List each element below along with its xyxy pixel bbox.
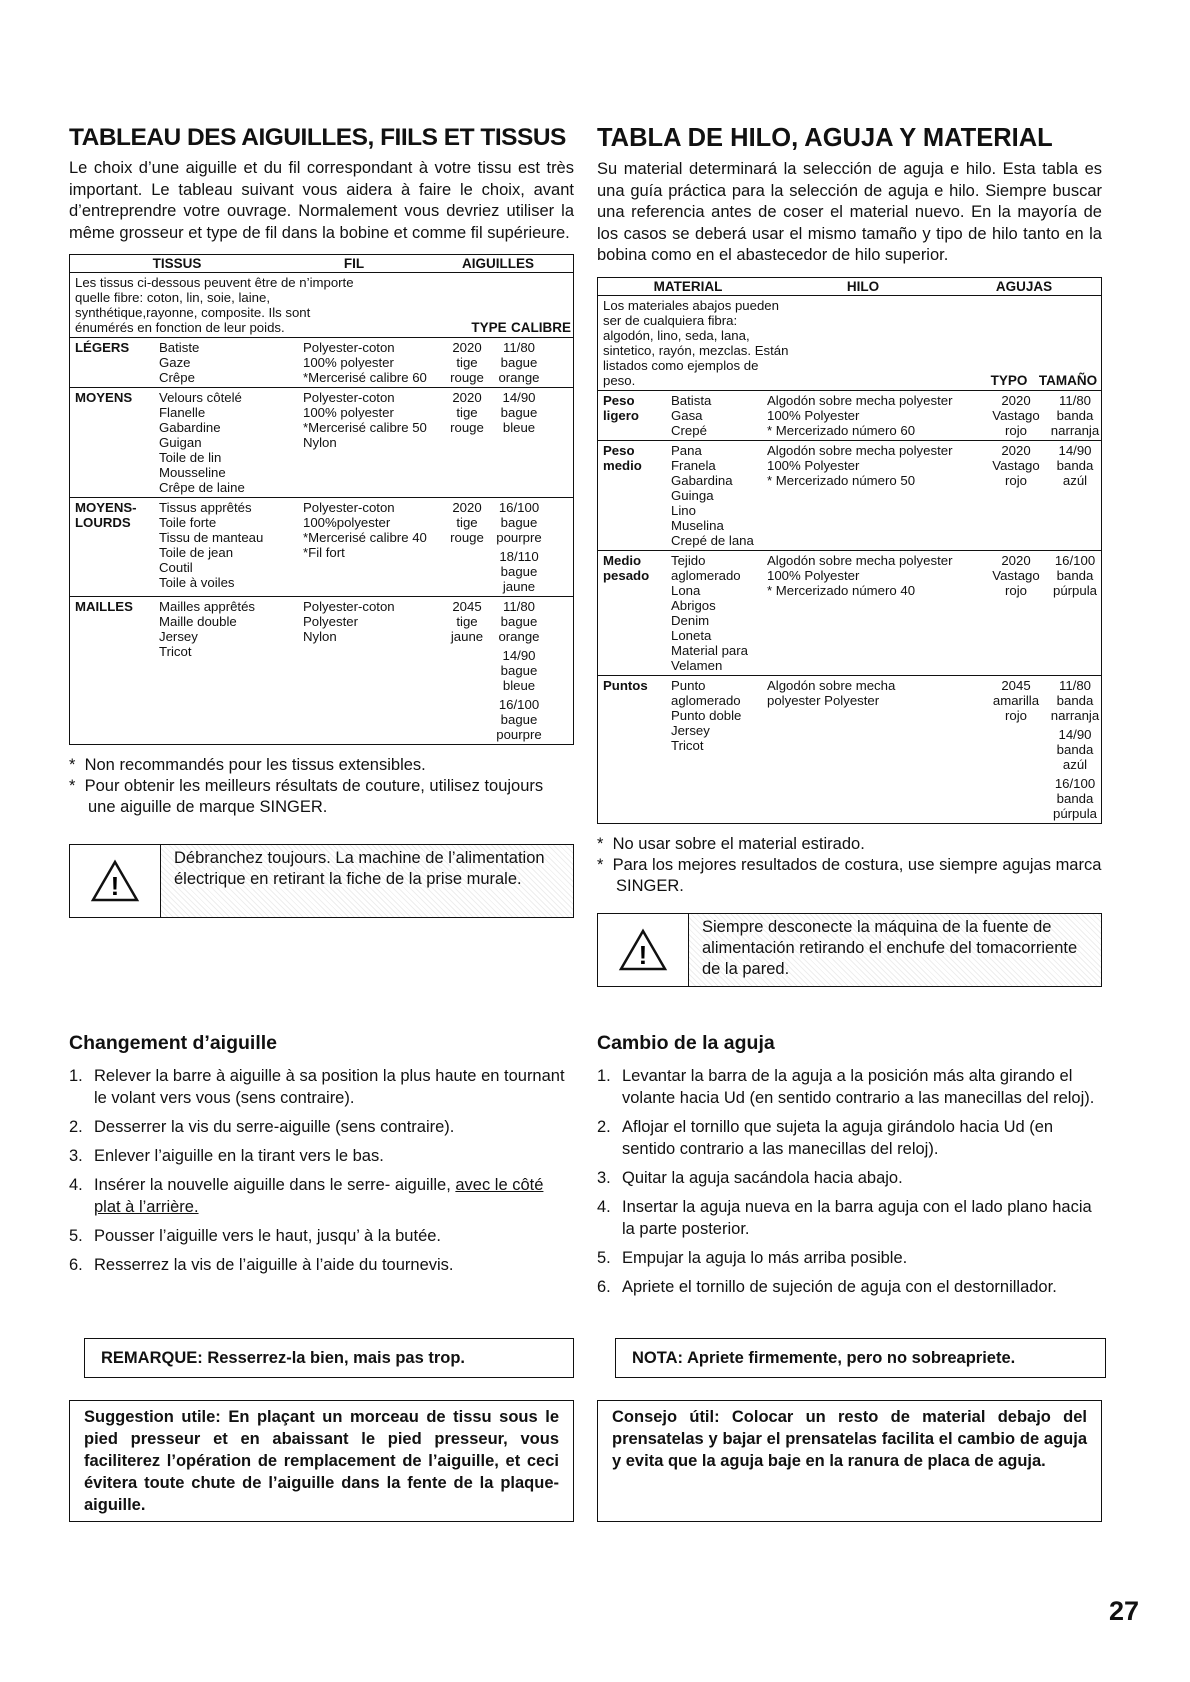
es-cell-sizes xyxy=(1045,443,1105,548)
es-cell-sizes xyxy=(1045,553,1105,673)
fr-cell-line: MOYENS xyxy=(75,390,133,405)
fr-size-line: bague xyxy=(500,515,538,530)
es-size-line: banda xyxy=(1056,567,1094,583)
es-cell-line: Lino xyxy=(671,502,696,518)
fr-table-row xyxy=(70,338,573,388)
es-size-block xyxy=(1045,393,1105,438)
es-cell-line: Material para xyxy=(671,642,748,658)
fr-warning-box xyxy=(69,844,574,918)
es-step: 2. Aflojar el tornillo que sujeta la aguja girándolo hacia Ud (en sentido contrario a las manecillas del reloj). xyxy=(597,1118,1054,1158)
es-cell-line: Loneta xyxy=(671,627,712,643)
fr-table-row xyxy=(70,597,573,744)
fr-cell-fabrics xyxy=(159,340,303,385)
fr-cell-line: Batiste xyxy=(159,340,200,355)
fr-header-fabric: TISSUS xyxy=(152,256,202,271)
es-table-row xyxy=(598,676,1101,823)
es-cell-line: Tricot xyxy=(671,737,704,753)
es-cell-line: 100% Polyester xyxy=(767,407,860,423)
fr-cell-line: Polyester-coton xyxy=(303,390,395,405)
es-cell-threads xyxy=(767,678,987,821)
es-size-line: 14/90 xyxy=(1058,442,1092,458)
es-cell-line: Franela xyxy=(671,457,716,473)
es-cell-line: * Mercerizado número 50 xyxy=(767,472,916,488)
fr-cell-line: tige xyxy=(456,355,478,370)
fr-cell-line: Toile à voiles xyxy=(159,575,235,590)
es-table-header xyxy=(598,278,1101,296)
es-size-block xyxy=(1045,776,1105,821)
es-header-material: MATERIAL xyxy=(653,278,723,294)
fr-cell-line: Polyester-coton xyxy=(303,500,395,515)
fr-type-size-header xyxy=(467,320,571,335)
fr-cell-line: MOYENS- xyxy=(75,500,137,515)
es-cell-name xyxy=(598,553,671,673)
fr-cell-name xyxy=(70,599,159,742)
fr-cell-line: LOURDS xyxy=(75,515,131,530)
fr-change-section xyxy=(69,1032,574,1283)
es-intro: Su material determinará la selección de aguja e hilo. Esta tabla es una guía práctica para la selección de aguja e hilo. Siempre buscar una referencia antes de coser el material nuevo. En la mayoría de los casos se deberá usar el mismo tamaño y tipo de hilo tanto en la bobina como en el abastecedor de hilo superior. xyxy=(597,160,1102,264)
page-number: 27 xyxy=(1108,1596,1139,1626)
es-cell-line: Guinga xyxy=(671,487,714,503)
fr-cell-line: Jersey xyxy=(159,629,198,644)
es-cell-line: Gasa xyxy=(671,407,703,423)
fr-size-block xyxy=(489,697,549,742)
fr-size-line: 18/110 xyxy=(499,549,539,564)
fr-cell-line: Coutil xyxy=(159,560,193,575)
fr-cell-line: tige xyxy=(456,515,478,530)
es-size-line: azúl xyxy=(1062,472,1088,488)
fr-header-type: TYPE xyxy=(471,320,507,335)
es-header-needles: AGUJAS xyxy=(995,278,1053,294)
es-cell-line: amarilla xyxy=(992,692,1040,708)
es-size-line: 14/90 xyxy=(1058,726,1092,742)
es-size-block xyxy=(1045,727,1105,772)
es-cell-threads xyxy=(767,393,987,438)
fr-table-row xyxy=(70,498,573,597)
es-size-block xyxy=(1045,443,1105,488)
es-cell-line: Vastago xyxy=(992,567,1040,583)
es-cell-line: Vastago xyxy=(992,407,1040,423)
fr-size-line: 16/100 xyxy=(498,697,540,712)
fr-size-line: 14/90 xyxy=(502,390,536,405)
es-step: 1. Levantar la barra de la aguja a la posición más alta girando el volante hacia Ud (en sentido contrario a las manecillas del reloj). xyxy=(597,1067,1095,1107)
es-cell-line: Puntos xyxy=(603,677,648,693)
fr-cell-fabrics xyxy=(159,390,303,495)
es-cell-fabrics xyxy=(671,393,767,438)
fr-size-line: bague xyxy=(500,663,538,678)
fr-cell-sizes xyxy=(489,390,549,495)
es-step: 5. Empujar la aguja lo más arriba posible. xyxy=(597,1249,908,1267)
fr-note-line: quelle fibre: coton, lin, soie, laine, xyxy=(75,290,270,305)
es-tip-box: Consejo útil: Colocar un resto de material debajo del prensatelas y bajar el prensatelas facilita el cambio de aguja y evita que la aguja baje en la ranura de placa de aguja. xyxy=(597,1400,1102,1522)
es-cell-line: 2020 xyxy=(1001,442,1031,458)
fr-size-line: bague xyxy=(500,405,538,420)
fr-cell-line: 2020 xyxy=(452,500,482,515)
fr-intro: Le choix d’une aiguille et du fil correspondant à votre tissu est très important. Le tableau suivant vous aidera à faire le choix, avant d’entreprendre votre ouvrage. Normalement vous devriez utiliser la même grosseur et type de fil dans la bobine et comme fil supérieure. xyxy=(69,159,574,242)
es-table-body xyxy=(598,391,1101,823)
fr-size-block xyxy=(489,599,549,644)
es-step: 6. Apriete el tornillo de sujeción de aguja con el destornillador. xyxy=(597,1278,1057,1296)
es-cell-line: medio xyxy=(603,457,642,473)
es-size-line: 11/80 xyxy=(1058,677,1092,693)
es-change-title: Cambio de la aguja xyxy=(597,1032,775,1054)
es-cell-line: rojo xyxy=(1005,422,1027,438)
es-type-size-header xyxy=(981,373,1099,388)
es-size-line: banda xyxy=(1056,692,1094,708)
es-needle-table xyxy=(597,277,1102,824)
fr-cell-line: 100%polyester xyxy=(303,515,391,530)
es-change-section xyxy=(597,1032,1102,1305)
es-cell-line: 2020 xyxy=(1001,392,1031,408)
fr-cell-types xyxy=(445,500,489,594)
es-cell-line: Algodón sobre mecha polyester xyxy=(767,552,953,568)
fr-step: 3. Enlever l’aiguille en la tirant vers le bas. xyxy=(69,1147,384,1165)
fr-step4-underlined: avec le côté plat à l’arrière. xyxy=(94,1176,544,1216)
es-cell-line: * Mercerizado número 60 xyxy=(767,422,916,438)
fr-size-line: jaune xyxy=(502,579,536,594)
es-cell-line: Algodón sobre mecha xyxy=(767,677,896,693)
es-size-line: 11/80 xyxy=(1058,392,1092,408)
fr-cell-line: Flanelle xyxy=(159,405,206,420)
fr-header-needles: AIGUILLES xyxy=(461,256,534,271)
es-size-line: banda xyxy=(1056,457,1094,473)
fr-cell-line: Tissu de manteau xyxy=(159,530,264,545)
es-cell-threads xyxy=(767,443,987,548)
es-cell-types xyxy=(987,443,1045,548)
fr-cell-threads xyxy=(303,500,445,594)
es-cell-line: Batista xyxy=(671,392,712,408)
warning-triangle-icon xyxy=(598,914,689,986)
fr-cell-line: Toile forte xyxy=(159,515,217,530)
fr-cell-line: rouge xyxy=(450,370,484,385)
es-size-line: narranja xyxy=(1050,707,1100,723)
fr-cell-line: Mailles apprêtés xyxy=(159,599,256,614)
fr-cell-line: Polyester xyxy=(303,614,358,629)
fr-cell-types xyxy=(445,390,489,495)
es-cell-line: polyester Polyester xyxy=(767,692,880,708)
fr-size-line: bleue xyxy=(502,420,536,435)
es-cell-line: ligero xyxy=(603,407,639,423)
es-cell-line: Punto doble xyxy=(671,707,742,723)
fr-cell-line: Crêpe de laine xyxy=(159,480,245,495)
fr-cell-line: Maille double xyxy=(159,614,237,629)
es-cell-sizes xyxy=(1045,678,1105,821)
fr-cell-line: Nylon xyxy=(303,435,337,450)
es-cell-line: Medio xyxy=(603,552,642,568)
french-column xyxy=(69,124,574,918)
fr-table-row xyxy=(70,388,573,498)
fr-cell-types xyxy=(445,340,489,385)
fr-cell-threads xyxy=(303,390,445,495)
es-note-line: ser de cualquiera fibra: xyxy=(603,312,738,328)
fr-cell-line: *Fil fort xyxy=(303,545,345,560)
svg-text:!: ! xyxy=(110,871,120,901)
fr-cell-line: tige xyxy=(456,614,478,629)
es-cell-line: Crepé de lana xyxy=(671,532,754,548)
fr-cell-line: jaune xyxy=(450,629,484,644)
es-note-box: NOTA: Apriete firmemente, pero no sobreapriete. xyxy=(615,1338,1106,1378)
es-cell-line: rojo xyxy=(1005,707,1027,723)
fr-cell-line: *Mercerisé calibre 50 xyxy=(303,420,427,435)
es-size-line: púrpula xyxy=(1053,582,1097,598)
es-cell-line: rojo xyxy=(1005,472,1027,488)
fr-header-thread: FIL xyxy=(343,256,365,271)
fr-size-block xyxy=(489,549,549,594)
fr-cell-line: Toile de jean xyxy=(159,545,234,560)
es-cell-fabrics xyxy=(671,678,767,821)
es-cell-line: Gabardina xyxy=(671,472,733,488)
es-cell-name xyxy=(598,678,671,821)
fr-cell-threads xyxy=(303,599,445,742)
es-cell-line: Vastago xyxy=(992,457,1040,473)
es-size-line: narranja xyxy=(1050,422,1100,438)
fr-size-line: bleue xyxy=(502,678,536,693)
svg-text:!: ! xyxy=(638,939,648,970)
fr-cell-fabrics xyxy=(159,500,303,594)
fr-size-block xyxy=(489,390,549,435)
fr-cell-line: Polyester-coton xyxy=(303,599,395,614)
es-cell-fabrics xyxy=(671,443,767,548)
es-cell-line: Pana xyxy=(671,442,702,458)
fr-cell-line: 2045 xyxy=(452,599,482,614)
es-cell-line: Lona xyxy=(671,582,701,598)
spanish-column xyxy=(597,124,1102,987)
es-warning-box xyxy=(597,913,1102,987)
fr-cell-line: 2020 xyxy=(452,390,482,405)
fr-size-block xyxy=(489,340,549,385)
fr-size-line: pourpre xyxy=(496,530,542,545)
fr-size-line: bague xyxy=(500,712,538,727)
fr-cell-line: Toile de lin xyxy=(159,450,222,465)
es-step: 4. Insertar la aguja nueva en la barra aguja con el lado plano hacia la parte posterior. xyxy=(597,1198,1092,1238)
es-size-line: 16/100 xyxy=(1054,552,1096,568)
fr-size-line: orange xyxy=(498,629,540,644)
fr-remark-box: REMARQUE: Resserrez-la bien, mais pas trop. xyxy=(84,1338,574,1378)
fr-cell-line: 100% polyester xyxy=(303,355,394,370)
fr-size-line: 14/90 xyxy=(502,648,536,663)
es-cell-line: pesado xyxy=(603,567,650,583)
es-header-size: TAMAÑO xyxy=(1038,372,1098,388)
es-footnote: * No usar sobre el material estirado. xyxy=(597,834,865,853)
es-header-type: TYPO xyxy=(990,372,1028,388)
fr-cell-name xyxy=(70,390,159,495)
fr-cell-line: Tissus apprêtés xyxy=(159,500,252,515)
es-cell-line: Velamen xyxy=(671,657,723,673)
fr-cell-line: *Mercerisé calibre 60 xyxy=(303,370,427,385)
es-steps xyxy=(597,1065,1102,1298)
fr-cell-line: Gaze xyxy=(159,355,191,370)
es-cell-line: 2020 xyxy=(1001,552,1031,568)
fr-tip-box: Suggestion utile: En plaçant un morceau de tissu sous le pied presseur et en abaissant le pied presseur, vous faciliterez l’opération de remplacement de l’aiguille, et ceci évitera toute chute de l’aiguille dans la fente de la plaque-aiguille. xyxy=(69,1400,574,1522)
fr-cell-line: Crêpe xyxy=(159,370,195,385)
fr-size-line: 11/80 xyxy=(502,599,536,614)
fr-needle-table xyxy=(69,254,574,745)
fr-cell-types xyxy=(445,599,489,742)
es-step: 3. Quitar la aguja sacándola hacia abajo. xyxy=(597,1169,903,1187)
es-size-line: 16/100 xyxy=(1054,775,1096,791)
es-note-line: peso. xyxy=(603,372,636,388)
fr-cell-line: Polyester-coton xyxy=(303,340,395,355)
fr-size-line: orange xyxy=(498,370,540,385)
fr-cell-line: LÉGERS xyxy=(75,340,130,355)
fr-cell-line: MAILLES xyxy=(75,599,133,614)
es-cell-name xyxy=(598,393,671,438)
fr-cell-line: rouge xyxy=(450,530,484,545)
fr-cell-sizes xyxy=(489,599,549,742)
es-cell-line: Algodón sobre mecha polyester xyxy=(767,442,953,458)
es-cell-line: * Mercerizado número 40 xyxy=(767,582,916,598)
fr-cell-sizes xyxy=(489,340,549,385)
es-cell-line: Jersey xyxy=(671,722,710,738)
fr-cell-name xyxy=(70,500,159,594)
fr-note-line: synthétique,rayonne, composite. Ils sont xyxy=(75,305,311,320)
fr-step: 4. Insérer la nouvelle aiguille dans le serre- aiguille, avec le côté plat à l’arrière. xyxy=(69,1176,544,1216)
es-warning-text: Siempre desconecte la máquina de la fuente de alimentación retirando el enchufe del tomacorriente de la pared. xyxy=(689,914,1101,986)
fr-steps xyxy=(69,1065,574,1276)
fr-cell-line: rouge xyxy=(450,420,484,435)
fr-cell-line: tige xyxy=(456,405,478,420)
es-table-note xyxy=(598,296,1101,391)
fr-step: 6. Resserrez la vis de l’aiguille à l’aide du tournevis. xyxy=(69,1256,454,1274)
fr-note-line: Les tissus ci-dessous peuvent être de n’importe xyxy=(75,275,354,290)
es-cell-line: Peso xyxy=(603,392,635,408)
es-size-line: azúl xyxy=(1062,756,1088,772)
fr-header-size: CALIBRE xyxy=(511,320,571,335)
es-note-line: Los materiales abajos pueden xyxy=(603,297,779,313)
fr-step: 2. Desserrer la vis du serre-aiguille (sens contraire). xyxy=(69,1118,455,1136)
fr-cell-line: Tricot xyxy=(159,644,192,659)
fr-footnote: * Non recommandés pour les tissus extensibles. xyxy=(69,756,426,774)
es-table-row xyxy=(598,391,1101,441)
es-footnotes xyxy=(597,834,1102,897)
es-header-thread: HILO xyxy=(846,278,880,294)
fr-size-line: bague xyxy=(500,614,538,629)
fr-note-line: énumérés en fonction de leur poids. xyxy=(75,320,285,335)
es-note-line: sintetico, rayón, mezclas. Están xyxy=(603,342,789,358)
fr-step: 5. Pousser l’aiguille vers le haut, jusqu’ à la butée. xyxy=(69,1227,442,1245)
es-cell-line: Tejido xyxy=(671,552,706,568)
es-size-line: banda xyxy=(1056,741,1094,757)
es-cell-line: 2045 xyxy=(1001,677,1031,693)
fr-size-line: 16/100 xyxy=(498,500,540,515)
fr-footnotes xyxy=(69,755,574,818)
fr-cell-line: 2020 xyxy=(452,340,482,355)
es-cell-line: Abrigos xyxy=(671,597,716,613)
fr-cell-line: Nylon xyxy=(303,629,337,644)
es-cell-line: Punto xyxy=(671,677,706,693)
es-cell-line: Crepé xyxy=(671,422,707,438)
es-cell-line: Denim xyxy=(671,612,710,628)
fr-table-header xyxy=(70,255,573,273)
fr-size-line: bague xyxy=(500,355,538,370)
es-note-line: algodón, lino, seda, lana, xyxy=(603,327,750,343)
es-cell-threads xyxy=(767,553,987,673)
fr-cell-line: *Mercerisé calibre 40 xyxy=(303,530,427,545)
fr-size-block xyxy=(489,500,549,545)
es-size-line: banda xyxy=(1056,407,1094,423)
fr-table-note xyxy=(70,273,573,338)
fr-cell-sizes xyxy=(489,500,549,594)
es-title: TABLA DE HILO, AGUJA Y MATERIAL xyxy=(597,124,1053,152)
es-cell-line: Peso xyxy=(603,442,635,458)
es-cell-types xyxy=(987,393,1045,438)
fr-size-line: 11/80 xyxy=(502,340,536,355)
es-size-line: púrpula xyxy=(1053,805,1097,821)
es-cell-fabrics xyxy=(671,553,767,673)
es-size-line: banda xyxy=(1056,790,1094,806)
es-cell-line: rojo xyxy=(1005,582,1027,598)
fr-cell-line: Guigan xyxy=(159,435,202,450)
fr-cell-line: 100% polyester xyxy=(303,405,394,420)
es-footnote: * Para los mejores resultados de costura, use siempre agujas marca SINGER. xyxy=(597,855,1102,895)
fr-cell-line: Mousseline xyxy=(159,465,226,480)
es-cell-line: 100% Polyester xyxy=(767,567,860,583)
fr-size-block xyxy=(489,648,549,693)
es-size-block xyxy=(1045,678,1105,723)
fr-change-title: Changement d’aiguille xyxy=(69,1032,278,1054)
fr-table-body xyxy=(70,338,573,744)
es-note-line: listados como ejemplos de xyxy=(603,357,759,373)
fr-step: 1. Relever la barre à aiguille à sa position la plus haute en tournant le volant vers vous (sens contraire). xyxy=(69,1067,565,1107)
fr-warning-text: Débranchez toujours. La machine de l’alimentation électrique en retirant la fiche de la prise murale. xyxy=(161,845,573,917)
es-cell-name xyxy=(598,443,671,548)
fr-title: TABLEAU DES AIGUILLES, FIILS ET TISSUS xyxy=(69,124,566,151)
fr-size-line: bague xyxy=(500,564,538,579)
es-table-row xyxy=(598,551,1101,676)
fr-cell-line: Velours côtelé xyxy=(159,390,242,405)
es-cell-line: aglomerado xyxy=(671,567,741,583)
es-cell-line: 100% Polyester xyxy=(767,457,860,473)
fr-size-line: pourpre xyxy=(496,727,542,742)
es-cell-line: Algodón sobre mecha polyester xyxy=(767,392,953,408)
es-cell-sizes xyxy=(1045,393,1105,438)
es-cell-types xyxy=(987,553,1045,673)
fr-cell-fabrics xyxy=(159,599,303,742)
es-cell-types xyxy=(987,678,1045,821)
es-cell-line: Muselina xyxy=(671,517,724,533)
fr-cell-threads xyxy=(303,340,445,385)
es-table-row xyxy=(598,441,1101,551)
fr-cell-line: Gabardine xyxy=(159,420,221,435)
warning-triangle-icon xyxy=(70,845,161,917)
es-cell-line: aglomerado xyxy=(671,692,741,708)
es-size-block xyxy=(1045,553,1105,598)
fr-footnote: * Pour obtenir les meilleurs résultats de couture, utilisez toujours une aiguille de marque SINGER. xyxy=(69,777,544,816)
fr-cell-name xyxy=(70,340,159,385)
